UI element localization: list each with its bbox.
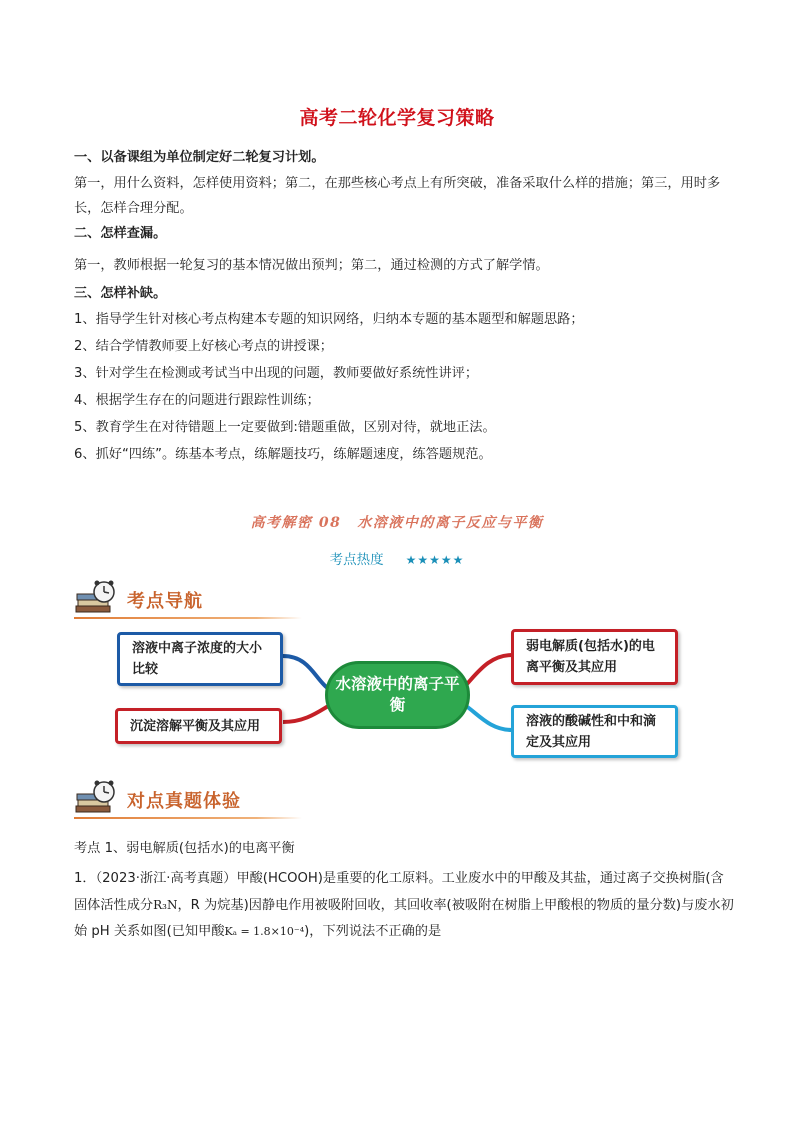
formula-r3n: R₃N xyxy=(153,898,178,912)
section-underline xyxy=(74,817,302,819)
question-text: )，下列说法不正确的是 xyxy=(304,924,442,939)
section-header-practice xyxy=(74,780,304,820)
section-label: 对点真题体验 xyxy=(127,791,241,812)
fill-heading: 三、怎样补缺。 xyxy=(74,286,167,301)
document-title: 高考二轮化学复习策略 xyxy=(299,107,495,129)
mindmap-node-precipitation: 沉淀溶解平衡及其应用 xyxy=(115,708,282,744)
list-item: 2、结合学情教师要上好核心考点的讲授课； xyxy=(74,339,333,354)
list-item: 3、针对学生在检测或考试当中出现的问题，教师要做好系统性讲评； xyxy=(74,366,479,381)
list-item: 6、抓好“四练”。练基本考点，练解题技巧，练解题速度，练答题规范。 xyxy=(74,447,492,462)
list-item: 4、根据学生存在的问题进行跟踪性训练； xyxy=(74,393,320,408)
secret-topic: 水溶液中的离子反应与平衡 xyxy=(357,515,544,531)
plan-heading: 一、以备课组为单位制定好二轮复习计划。 xyxy=(74,150,325,165)
secret-prefix: 高考解密 08 xyxy=(250,515,342,531)
mindmap-node-ion-concentration: 溶液中离子浓度的大小比较 xyxy=(117,632,283,686)
kaodian-heading: 考点 1、弱电解质(包括水)的电离平衡 xyxy=(74,841,295,856)
question-source: （2023·浙江·高考真题） xyxy=(95,871,237,886)
clock-books-icon xyxy=(74,780,124,818)
star-rating-icon: ★★★★★ xyxy=(405,553,465,567)
question-1 xyxy=(74,866,734,945)
mindmap-center-node: 水溶液中的离子平衡 xyxy=(325,661,470,729)
plan-body: 第一，用什么资料，怎样使用资料；第二，在那些核心考点上有所突破，准备采取什么样的措施；第三，用时多长，怎样合理分配。 xyxy=(74,176,721,216)
question-text: ，R 为烷基)因静电作用被吸附回收，其回收率(被吸附在树脂上甲酸根的物质的量分数)与废水初始 pH 关系如图(已知甲酸 xyxy=(74,898,734,939)
question-text: 甲酸(HCOOH)是重要的化工原料。工业废水中的甲酸及其盐，通过离子交换树脂(含固体活性成分 xyxy=(74,871,724,913)
list-item: 1、指导学生针对核心考点构建本专题的知识网络，归纳本专题的基本题型和解题思路； xyxy=(74,312,584,327)
check-body: 第一，教师根据一轮复习的基本情况做出预判；第二，通过检测的方式了解学情。 xyxy=(74,258,549,273)
formula-ka: Kₐ = 1.8×10⁻⁴ xyxy=(224,925,305,938)
check-heading: 二、怎样查漏。 xyxy=(74,226,167,241)
heat-label: 考点热度 xyxy=(329,552,384,568)
mindmap-node-weak-electrolyte: 弱电解质(包括水)的电离平衡及其应用 xyxy=(511,629,678,685)
mindmap-node-titration: 溶液的酸碱性和中和滴定及其应用 xyxy=(511,705,678,758)
section-label: 考点导航 xyxy=(127,591,203,612)
question-number: 1． xyxy=(74,871,96,886)
list-item: 5、教育学生在对待错题上一定要做到:错题重做，区别对待，就地正法。 xyxy=(74,420,496,435)
